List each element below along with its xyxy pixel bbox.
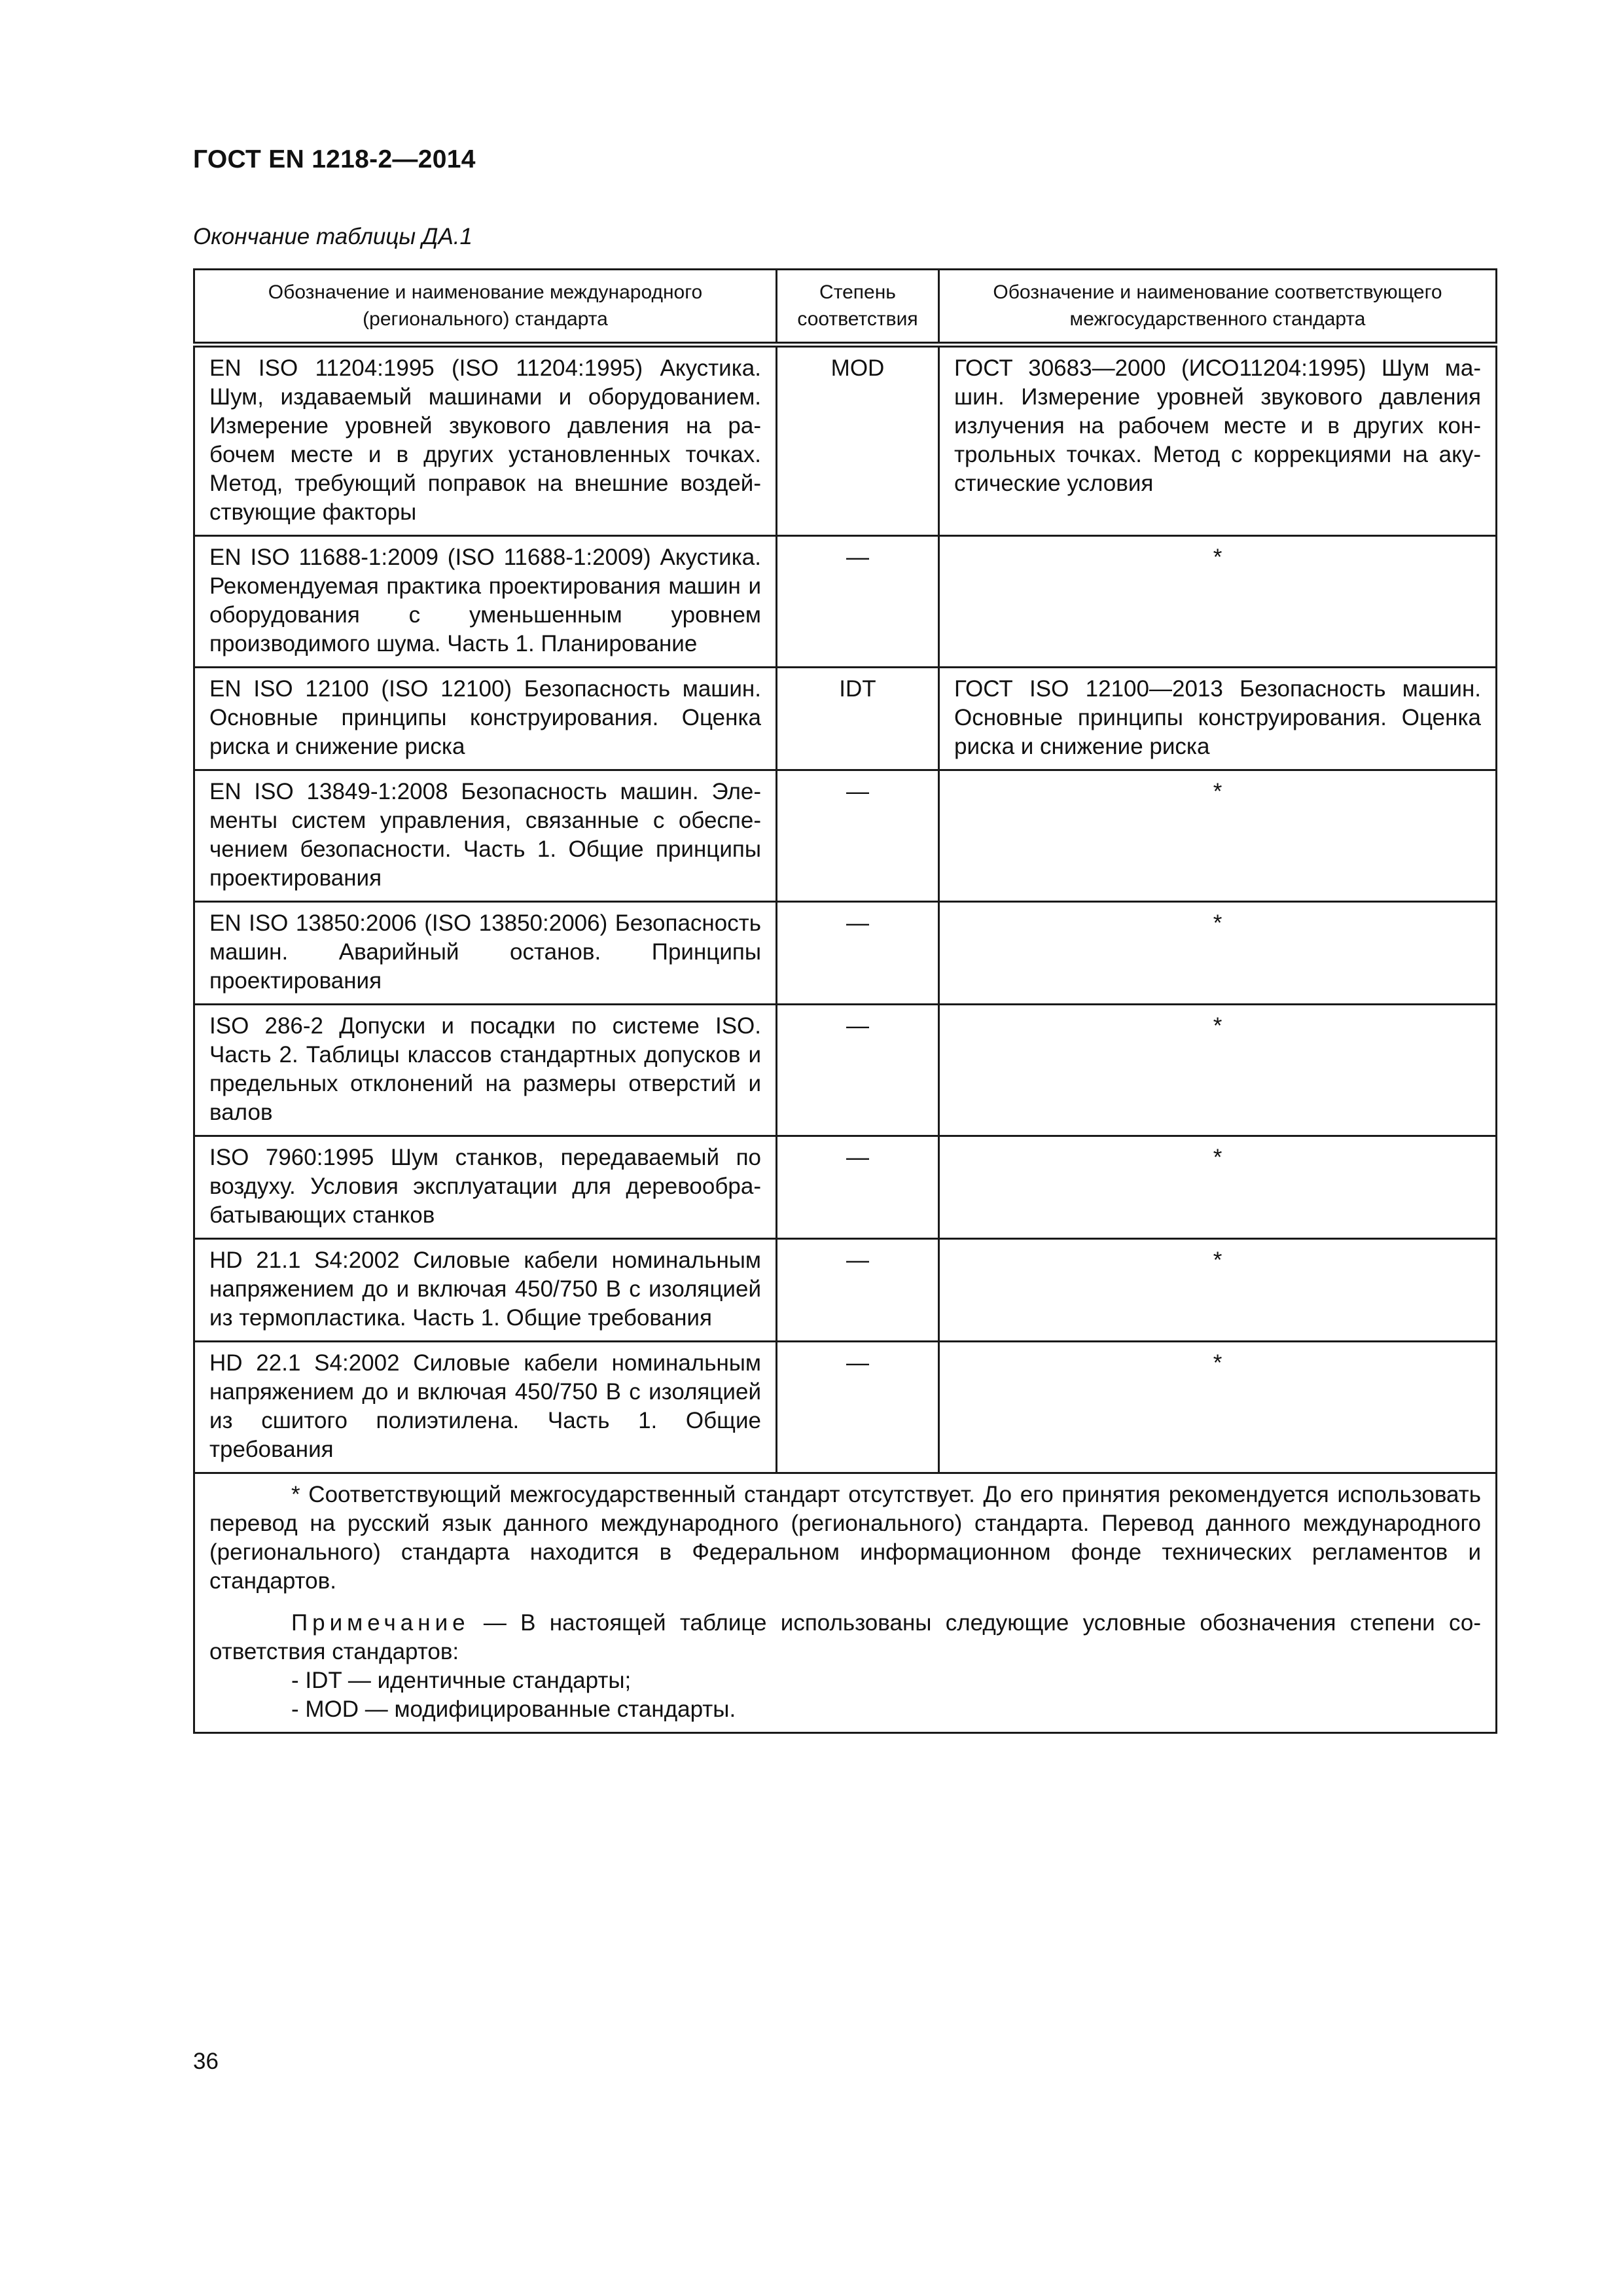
note-text: — В настоящей таблице использованы следующие условные обозначения степени соответствия стандартов: (209, 1610, 1481, 1664)
interstate-standard-cell: * (939, 536, 1497, 668)
interstate-standard-cell: ГОСТ 30683—2000 (ИСО11204:1995) Шум машин. Измерение уровней звукового давления излучения на рабочем месте и в других контрольных точках. Метод с коррекциями на акустические условия (939, 345, 1497, 536)
note-list-item: - IDT — идентичные стандарты; (291, 1668, 632, 1693)
table-row (194, 536, 1497, 668)
interstate-standard-cell: * (939, 1239, 1497, 1342)
degree-cell: — (777, 1342, 939, 1473)
table-notes-cell (194, 1473, 1497, 1733)
table-row (194, 1342, 1497, 1473)
table-caption: Окончание таблицы ДА.1 (193, 224, 473, 249)
table-row (194, 1005, 1497, 1136)
interstate-standard-cell: * (939, 1005, 1497, 1136)
note-list-item: - MOD — модифицированные стандарты. (291, 1696, 736, 1722)
degree-cell: — (777, 536, 939, 668)
column-header-interstate-standard: Обозначение и наименование соответствующего межгосударственного стандарта (939, 270, 1497, 345)
international-standard-cell: HD 22.1 S4:2002 Силовые кабели номинальным напряжением до и включая 450/750 В с изоляцией из сшитого полиэтилена. Часть 1. Общие требования (194, 1342, 777, 1473)
degree-cell: — (777, 770, 939, 902)
column-header-degree: Степень соответствия (777, 270, 939, 345)
degree-cell: — (777, 902, 939, 1005)
table-row (194, 1136, 1497, 1239)
table-row (194, 1239, 1497, 1342)
interstate-standard-cell: * (939, 1136, 1497, 1239)
degree-cell: — (777, 1136, 939, 1239)
interstate-standard-cell: * (939, 902, 1497, 1005)
degree-cell: IDT (777, 668, 939, 770)
page-number: 36 (193, 2049, 219, 2074)
table-footer-row (194, 1473, 1497, 1733)
table-row (194, 668, 1497, 770)
table-row (194, 902, 1497, 1005)
note-label: Примечание (291, 1610, 470, 1636)
international-standard-cell: HD 21.1 S4:2002 Силовые кабели номинальным напряжением до и включая 450/750 В с изоляцией из термопластика. Часть 1. Общие требования (194, 1239, 777, 1342)
interstate-standard-cell: ГОСТ ISO 12100—2013 Безопасность машин. Основные принципы конструирования. Оценка риска и снижение риска (939, 668, 1497, 770)
document-header: ГОСТ EN 1218-2—2014 (193, 145, 476, 173)
column-header-international-standard: Обозначение и наименование международного (регионального) стандарта (194, 270, 777, 345)
degree-cell: MOD (777, 345, 939, 536)
interstate-standard-cell: * (939, 770, 1497, 902)
international-standard-cell: EN ISO 11204:1995 (ISO 11204:1995) Акустика. Шум, издаваемый машинами и оборудованием. Измерение уровней звукового давления на рабочем месте и в других установленных точках. Метод, требующий поправок на внешние воздействующие факторы (194, 345, 777, 536)
international-standard-cell: EN ISO 13850:2006 (ISO 13850:2006) Безопасность машин. Аварийный останов. Принципы проектирования (194, 902, 777, 1005)
international-standard-cell: EN ISO 12100 (ISO 12100) Безопасность машин. Основные принципы конструирования. Оценка риска и снижение риска (194, 668, 777, 770)
note (209, 1609, 1481, 1666)
international-standard-cell: EN ISO 11688-1:2009 (ISO 11688-1:2009) Акустика. Рекомендуемая практика проектирования машин и оборудования с уменьшенным уровнем производимого шума. Часть 1. Планирование (194, 536, 777, 668)
standards-table (193, 268, 1497, 1734)
table-row (194, 770, 1497, 902)
international-standard-cell: EN ISO 13849-1:2008 Безопасность машин. Элементы систем управления, связанные с обеспечением безопасности. Часть 1. Общие принципы проектирования (194, 770, 777, 902)
international-standard-cell: ISO 286-2 Допуски и посадки по системе ISO. Часть 2. Таблицы классов стандартных допусков и предельных отклонений на размеры отверстий и валов (194, 1005, 777, 1136)
degree-cell: — (777, 1005, 939, 1136)
footnote: * Соответствующий межгосударственный стандарт отсутствует. До его принятия рекомендуется использовать перевод на русский язык данного международного (регионального) стандарта. Перевод данного международного (регионального) стандарта находится в Федеральном информационном фонде технических регламентов и стандартов. (209, 1482, 1481, 1594)
standards-table-container (193, 268, 1495, 1734)
interstate-standard-cell: * (939, 1342, 1497, 1473)
international-standard-cell: ISO 7960:1995 Шум станков, передаваемый по воздуху. Условия эксплуатации для деревообрабатывающих станков (194, 1136, 777, 1239)
table-header-row (194, 270, 1497, 345)
table-row (194, 345, 1497, 536)
degree-cell: — (777, 1239, 939, 1342)
